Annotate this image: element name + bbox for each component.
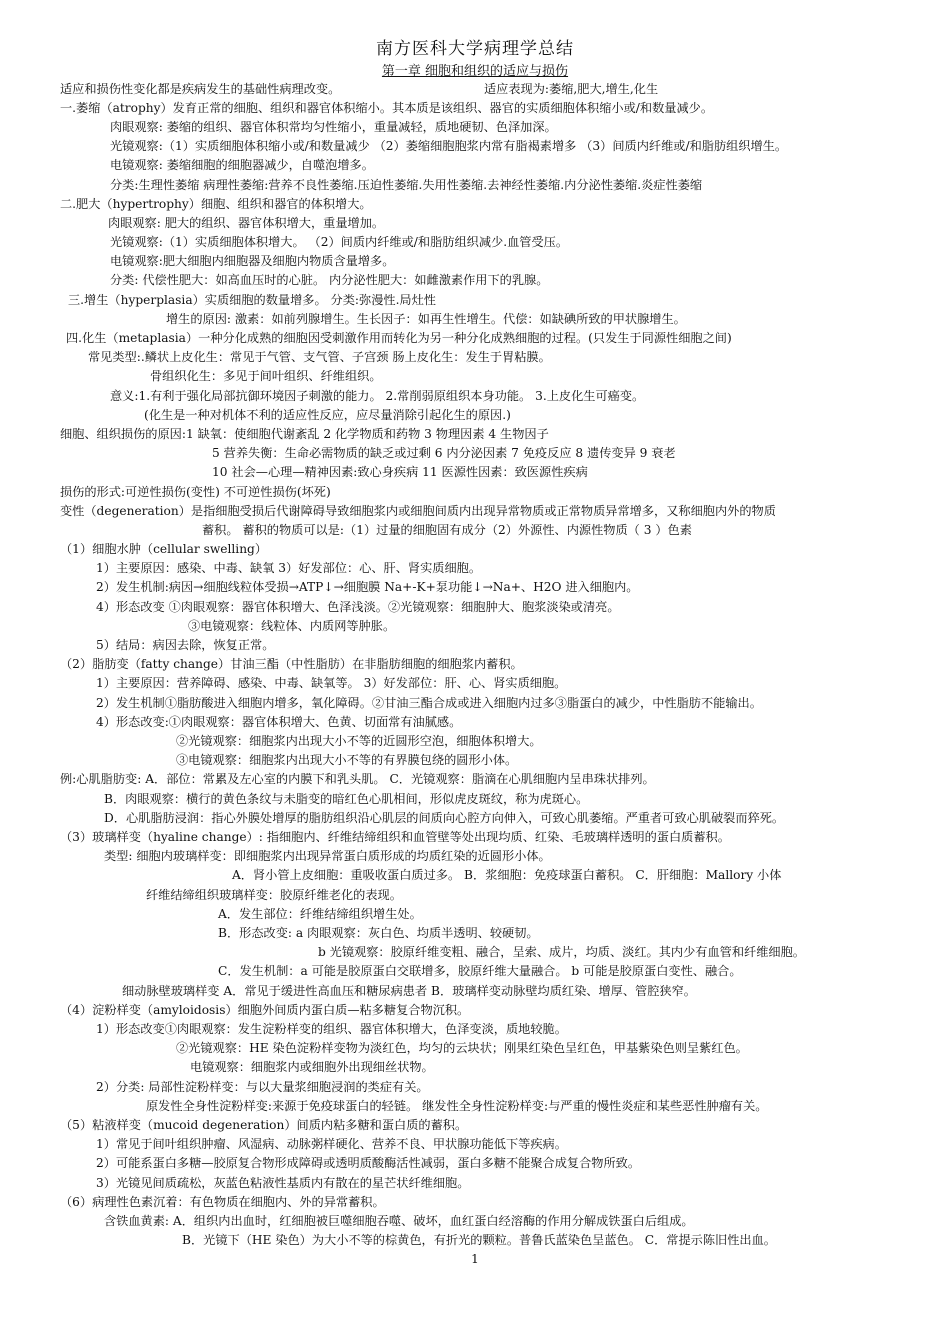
text-line: 常见类型:.鳞状上皮化生：常见于气管、支气管、子宫颈 肠上皮化生：发生于胃粘膜。 [88, 350, 551, 364]
text-line: 2）可能系蛋白多糖—胶原复合物形成障碍或透明质酸酶活性减弱，蛋白多糖不能聚合成复合物所致。 [96, 1156, 641, 1170]
text-line: (化生是一种对机体不利的适应性反应，应尽量消除引起化生的原因.) [144, 408, 511, 422]
text-line: 增生的原因: 激素：如前列腺增生。生长因子：如再生性增生。代偿：如缺碘所致的甲状腺增生。 [166, 312, 686, 326]
text-line: A．肾小管上皮细胞：重吸收蛋白质过多。 B．浆细胞：免疫球蛋白蓄积。 C．肝细胞：Mallory 小体 [232, 868, 782, 882]
text-line: 例:心肌脂肪变: A．部位：常累及左心室的内膜下和乳头肌。 C．光镜观察：脂滴在心肌细胞内呈串珠状排列。 [60, 772, 655, 786]
chapter-title: 第一章 细胞和组织的适应与损伤 [381, 64, 569, 79]
text-line: 1）常见于间叶组织肿瘤、风湿病、动脉粥样硬化、营养不良、甲状腺功能低下等疾病。 [96, 1137, 567, 1151]
text-line: 二.肥大（hypertrophy）细胞、组织和器官的体积增大。 [60, 197, 372, 211]
text-line: 蓄积。 蓄积的物质可以是:（1）过量的细胞固有成分（2）外源性、内源性物质（ 3 ）色素 [202, 523, 692, 537]
text-line: 肉眼观察: 萎缩的组织、器官体积常均匀性缩小，重量减轻，质地硬韧、色泽加深。 [110, 120, 557, 134]
text-line: ③电镜观察：细胞浆内出现大小不等的有界膜包绕的圆形小体。 [176, 753, 518, 767]
text-line: （4）淀粉样变（amyloidosis）细胞外间质内蛋白质—粘多糖复合物沉积。 [60, 1003, 470, 1017]
text-line: C．发生机制：a 可能是胶原蛋白交联增多，胶原纤维大量融合。 b 可能是胶原蛋白变性、融合。 [218, 964, 742, 978]
text-line: 电镜观察：细胞浆内或细胞外出现细丝状物。 [190, 1060, 434, 1074]
text-line: D．心肌脂肪浸润：指心外膜处增厚的脂肪组织沿心肌层的间质向心腔方向伸入，可致心肌萎缩。严重者可致心肌破裂而猝死。 [104, 811, 785, 825]
text-line: 损伤的形式:可逆性损伤(变性) 不可逆性损伤(坏死) [60, 485, 331, 499]
text-line: A．发生部位：纤维结缔组织增生处。 [218, 907, 422, 921]
text-line: 2）分类: 局部性淀粉样变：与以大量浆细胞浸润的类症有关。 [96, 1080, 429, 1094]
text-line: 4）形态改变 ①肉眼观察：器官体积增大、色泽浅淡。②光镜观察：细胞肿大、胞浆淡染或清亮。 [96, 600, 620, 614]
text-line: b 光镜观察：胶原纤维变粗、融合，呈索、成片，均质、淡红。其内少有血管和纤维细胞。 [318, 945, 805, 959]
text-line: 细胞、组织损伤的原因:1 缺氧：使细胞代谢紊乱 2 化学物质和药物 3 物理因素 4 生物因子 [60, 427, 549, 441]
text-line: B．光镜下（HE 染色）为大小不等的棕黄色，有折光的颗粒。普鲁氏蓝染色呈蓝色。 C．常提示陈旧性出血。 [182, 1233, 776, 1247]
text-line: ②光镜观察：HE 染色淀粉样变物为淡红色，均匀的云块状；刚果红染色呈红色，甲基紫染色则呈紫红色。 [176, 1041, 748, 1055]
text-line: 三.增生（hyperplasia）实质细胞的数量增多。 分类:弥漫性.局灶性 [68, 293, 436, 307]
text-line: 1）主要原因：营养障碍、感染、中毒、缺氧等。 3）好发部位：肝、心、肾实质细胞。 [96, 676, 567, 690]
text-line: 1）形态改变①肉眼观察：发生淀粉样变的组织、器官体积增大，色泽变淡，质地较脆。 [96, 1022, 567, 1036]
text-line: （2）脂肪变（fatty change）甘油三酯（中性脂肪）在非脂肪细胞的细胞浆内蓄积。 [60, 657, 523, 671]
text-line: 肉眼观察: 肥大的组织、器官体积增大，重量增加。 [108, 216, 385, 230]
text-line: 骨组织化生：多见于间叶组织、纤维组织。 [150, 369, 382, 383]
text-line: 适应表现为:萎缩,肥大,增生,化生 [484, 82, 659, 96]
text-line: 意义:1.有利于强化局部抗御环境因子刺激的能力。 2.常削弱原组织本身功能。 3.上皮化生可癌变。 [110, 389, 645, 403]
text-line: 10 社会—心理—精神因素:致心身疾病 11 医源性因素：致医源性疾病 [212, 465, 588, 479]
text-line: 细动脉壁玻璃样变 A．常见于缓进性高血压和糖尿病患者 B．玻璃样变动脉壁均质红染、增厚、管腔狭窄。 [122, 984, 696, 998]
text-line: ②光镜观察：细胞浆内出现大小不等的近圆形空泡，细胞体积增大。 [176, 734, 542, 748]
page-number: 1 [471, 1252, 479, 1266]
text-line: 含铁血黄素: A．组织内出血时，红细胞被巨噬细胞吞噬、破坏，血红蛋白经溶酶的作用分解成铁蛋白后组成。 [104, 1214, 694, 1228]
text-line: 原发性全身性淀粉样变:来源于免疫球蛋白的轻链。 继发性全身性淀粉样变:与严重的慢性炎症和某些恶性肿瘤有关。 [146, 1099, 768, 1113]
text-line: 光镜观察:（1）实质细胞体积缩小或/和数量减少 （2）萎缩细胞胞浆内常有脂褐素增多 （3）间质内纤维或/和脂肪组织增生。 [110, 139, 788, 153]
chapter-heading [0, 60, 950, 79]
text-line: 2）发生机制①脂肪酸进入细胞内增多，氧化障碍。②甘油三酯合成或进入细胞内过多③脂蛋白的减少，中性脂肪不能输出。 [96, 696, 762, 710]
text-line: 光镜观察:（1）实质细胞体积增大。 （2）间质内纤维或/和脂肪组织减少.血管受压。 [110, 235, 569, 249]
text-line: 四.化生（metaplasia）一种分化成熟的细胞因受刺激作用而转化为另一种分化成熟细胞的过程。(只发生于同源性细胞之间) [66, 331, 732, 345]
text-line: （1）细胞水肿（cellular swelling） [60, 542, 268, 556]
text-line: ③电镜观察：线粒体、内质网等肿胀。 [188, 619, 396, 633]
text-line: 一.萎缩（atrophy）发育正常的细胞、组织和器官体积缩小。其本质是该组织、器官的实质细胞体积缩小或/和数量减少。 [60, 101, 714, 115]
text-line: （3）玻璃样变（hyaline change）: 指细胞内、纤维结缔组织和血管壁等处出现均质、红染、毛玻璃样透明的蛋白质蓄积。 [60, 830, 730, 844]
text-line: （5）粘液样变（mucoid degeneration）间质内粘多糖和蛋白质的蓄积。 [60, 1118, 468, 1132]
text-line: 3）光镜见间质疏松，灰蓝色粘液性基质内有散在的星芒状纤维细胞。 [96, 1176, 470, 1190]
text-line: 类型: 细胞内玻璃样变：即细胞浆内出现异常蛋白质形成的均质红染的近圆形小体。 [104, 849, 551, 863]
document-title: 南方医科大学病理学总结 [376, 39, 574, 59]
text-line: 1）主要原因：感染、中毒、缺氧 3）好发部位：心、肝、肾实质细胞。 [96, 561, 482, 575]
text-line: 适应和损伤性变化都是疾病发生的基础性病理改变。 [60, 82, 341, 96]
text-line: B．形态改变: a 肉眼观察：灰白色、均质半透明、较硬韧。 [218, 926, 539, 940]
text-line: 分类:生理性萎缩 病理性萎缩:营养不良性萎缩.压迫性萎缩.失用性萎缩.去神经性萎缩.内分泌性萎缩.炎症性萎缩 [110, 178, 703, 192]
text-line: 分类: 代偿性肥大：如高血压时的心脏。 内分泌性肥大：如雌激素作用下的乳腺。 [110, 273, 549, 287]
text-line: 4）形态改变:①肉眼观察：器官体积增大、色黄、切面常有油腻感。 [96, 715, 462, 729]
text-line: 5）结局：病因去除，恢复正常。 [96, 638, 275, 652]
text-line: 5 营养失衡：生命必需物质的缺乏或过剩 6 内分泌因素 7 免疫反应 8 遗传变异 9 衰老 [212, 446, 676, 460]
text-line: （6）病理性色素沉着：有色物质在细胞内、外的异常蓄积。 [60, 1195, 385, 1209]
text-line: B．肉眼观察：横行的黄色条纹与未脂变的暗红色心肌相间，形似虎皮斑纹，称为虎斑心。 [104, 792, 589, 806]
text-line: 变性（degeneration）是指细胞受损后代谢障碍导致细胞浆内或细胞间质内出现异常物质或正常物质异常增多，又称细胞内外的物质 [60, 504, 776, 518]
text-line: 纤维结缔组织玻璃样变：胶原纤维老化的表现。 [146, 888, 402, 902]
text-line: 电镜观察:肥大细胞内细胞器及细胞内物质含量增多。 [110, 254, 395, 268]
text-line: 电镜观察: 萎缩细胞的细胞器减少，自噬泡增多。 [110, 158, 374, 172]
text-line: 2）发生机制:病因→细胞线粒体受损→ATP↓→细胞膜 Na+-K+泵功能↓→Na+、H2O 进入细胞内。 [96, 580, 639, 594]
